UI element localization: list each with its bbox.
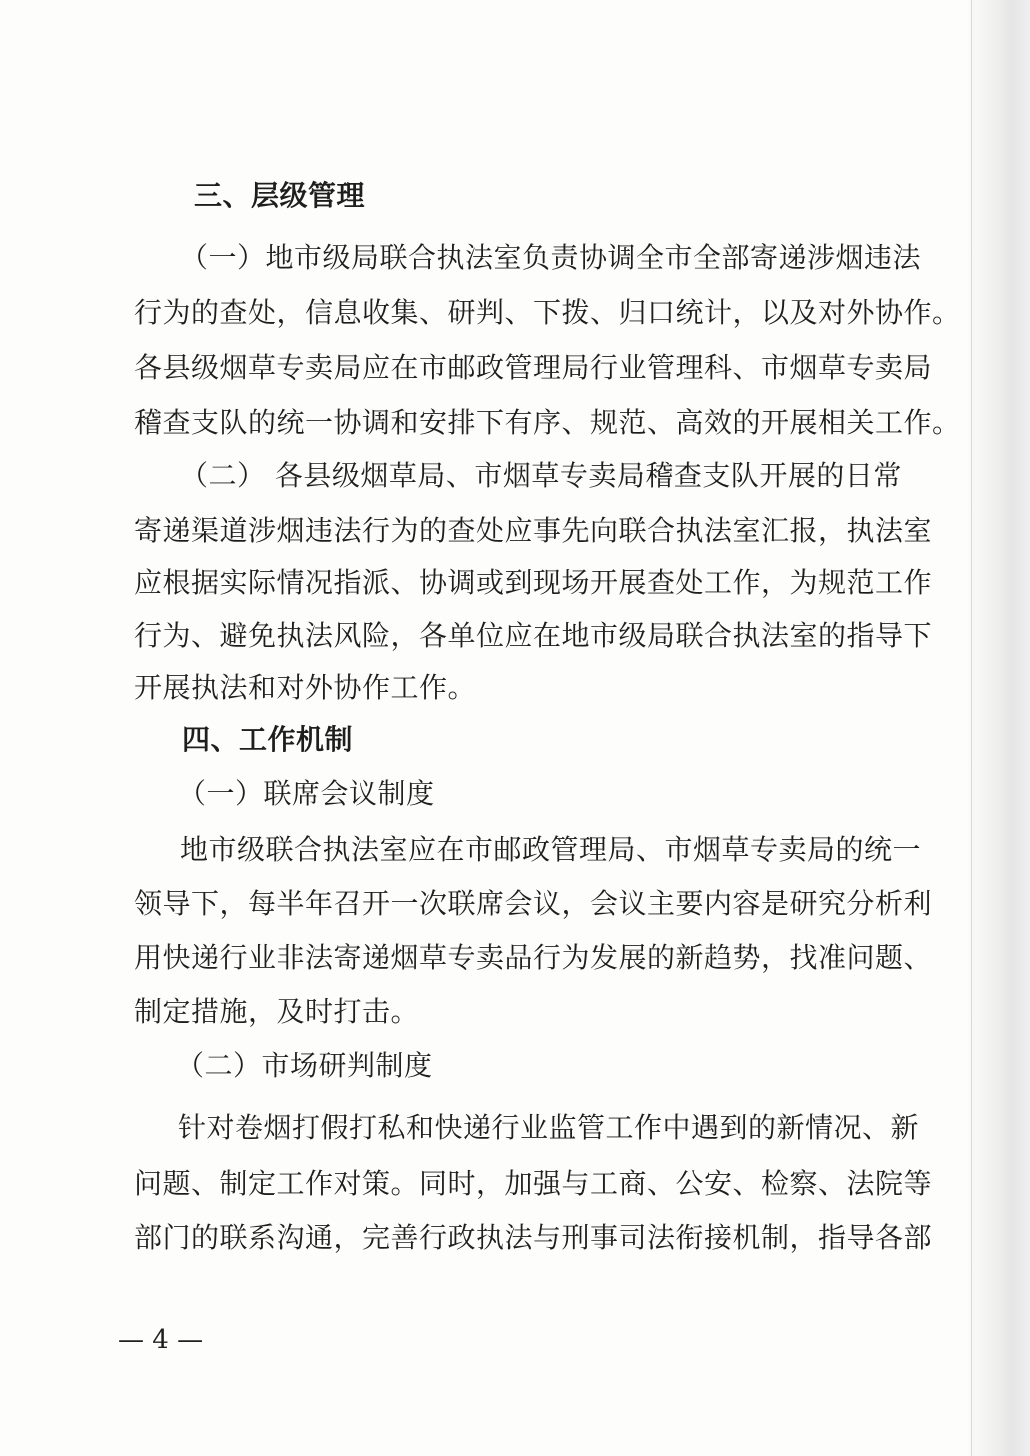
section-heading-4: 四、工作机制 (182, 723, 354, 756)
scan-edge-line (971, 0, 972, 1456)
paragraph-line: 用快递行业非法寄递烟草专卖品行为发展的新趋势，找准问题、 (134, 941, 933, 974)
paragraph-line: 领导下，每半年召开一次联席会议，会议主要内容是研究分析利 (134, 887, 933, 920)
subheading-research: （二）市场研判制度 (176, 1049, 433, 1082)
paragraph-line: （二） 各县级烟草局、市烟草专卖局稽查支队开展的日常 (180, 459, 902, 492)
paragraph-line: （一）地市级局联合执法室负责协调全市全部寄递涉烟违法 (180, 241, 922, 274)
paragraph-line: 开展执法和对外协作工作。 (134, 671, 477, 704)
paragraph-line: 针对卷烟打假打私和快递行业监管工作中遇到的新情况、新 (178, 1111, 920, 1144)
scan-edge-shadow (968, 0, 1030, 1456)
paragraph-line: 寄递渠道涉烟违法行为的查处应事先向联合执法室汇报，执法室 (134, 514, 933, 547)
paragraph-line: 问题、制定工作对策。同时，加强与工商、公安、检察、法院等 (134, 1167, 933, 1200)
paragraph-line: 应根据实际情况指派、协调或到现场开展查处工作，为规范工作 (134, 566, 933, 599)
section-heading-3: 三、层级管理 (194, 179, 366, 212)
paragraph-line: 行为的查处，信息收集、研判、下拨、归口统计，以及对外协作。 (134, 296, 961, 329)
paragraph-line: 稽查支队的统一协调和安排下有序、规范、高效的开展相关工作。 (134, 406, 961, 439)
paragraph-line: 制定措施，及时打击。 (134, 995, 420, 1028)
paragraph-line: 部门的联系沟通，完善行政执法与刑事司法衔接机制，指导各部 (134, 1221, 933, 1254)
paragraph-line: 行为、避免执法风险，各单位应在地市级局联合执法室的指导下 (134, 619, 933, 652)
paragraph-line: 各县级烟草专卖局应在市邮政管理局行业管理科、市烟草专卖局 (134, 351, 933, 384)
paragraph-line: 地市级联合执法室应在市邮政管理局、市烟草专卖局的统一 (180, 833, 922, 866)
subheading-meeting: （一）联席会议制度 (178, 777, 435, 810)
page-number: — 4 — (118, 1325, 204, 1355)
